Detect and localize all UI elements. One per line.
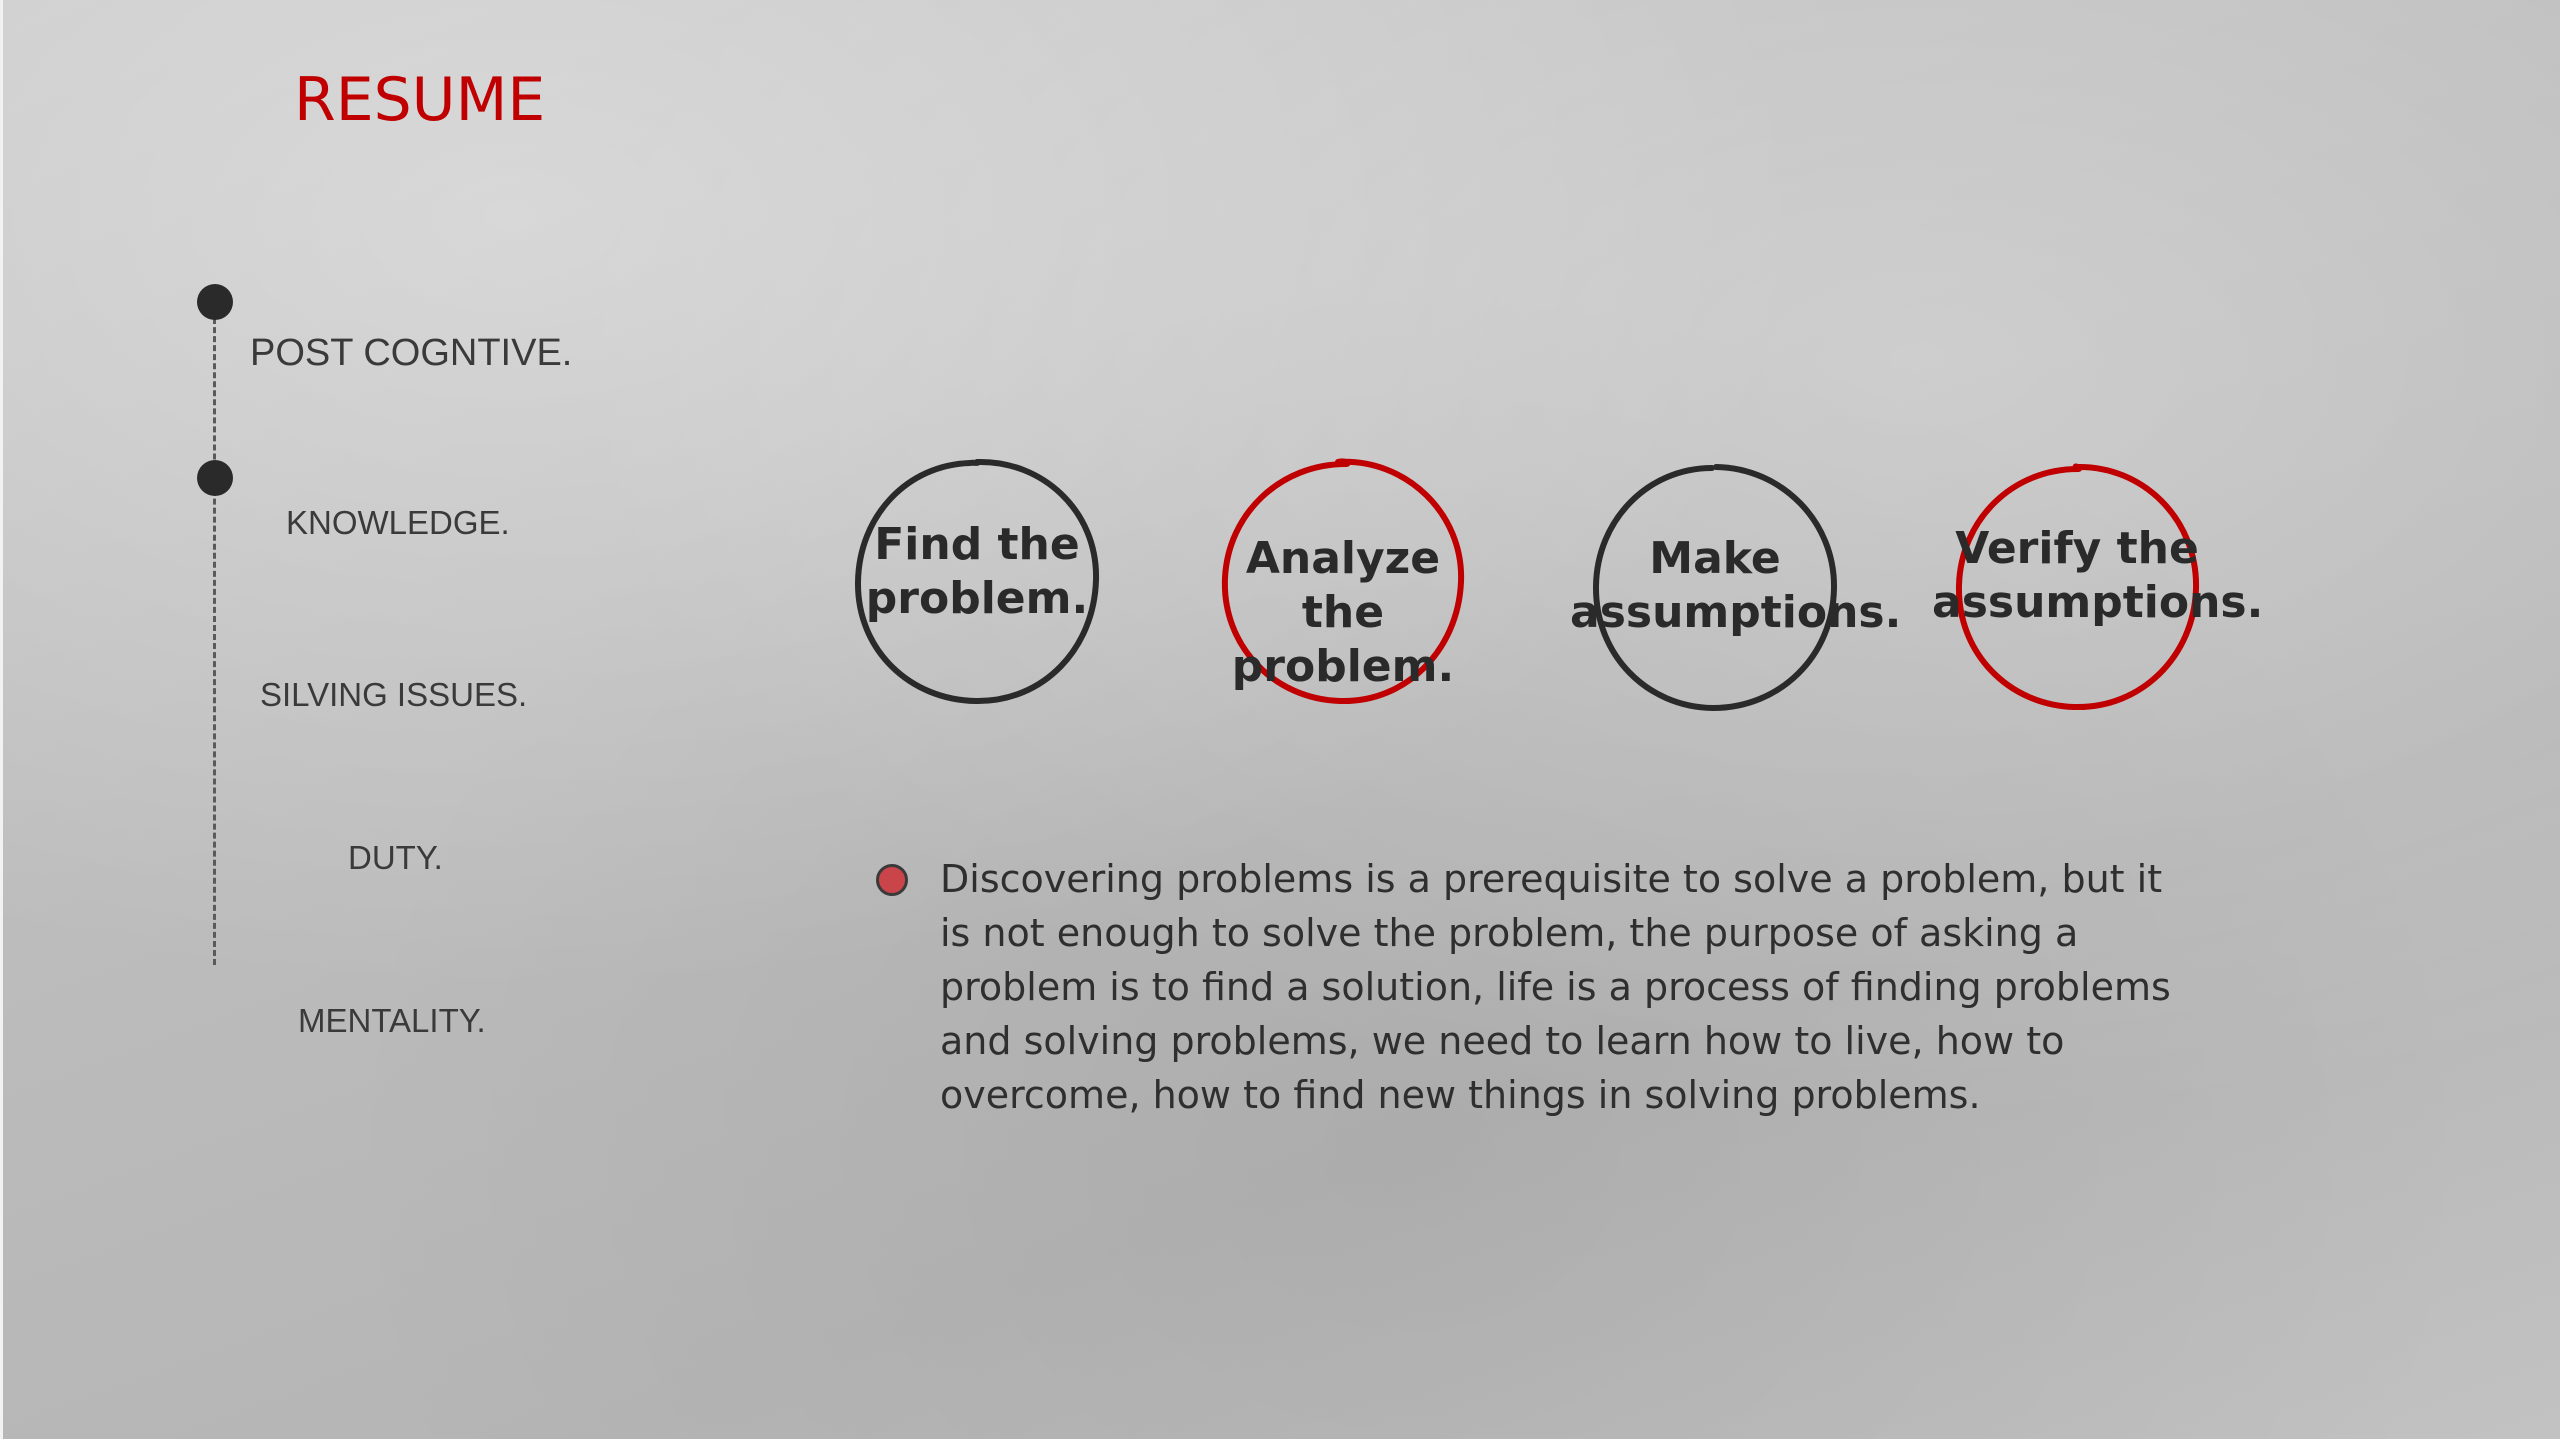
circle-bullet-icon xyxy=(876,864,908,896)
step-make-assumptions xyxy=(1570,462,1902,712)
step-label: Make assumptions. xyxy=(1570,533,1902,638)
slide-title: RESUME xyxy=(294,65,546,135)
timeline-item-mentality[interactable]: MENTALITY. xyxy=(298,1002,486,1039)
timeline-dashed-line xyxy=(213,300,216,965)
timeline-item-duty[interactable]: DUTY. xyxy=(348,839,443,876)
step-find-problem xyxy=(852,456,1102,706)
timeline-dot-icon xyxy=(197,284,233,320)
step-label: Analyze the problem. xyxy=(1231,533,1455,692)
step-label: Find the problem. xyxy=(865,519,1089,624)
timeline-item-post-cogntive[interactable]: POST COGNTIVE. xyxy=(250,332,573,374)
step-verify-assumptions xyxy=(1932,462,2264,712)
slide-left-edge xyxy=(0,0,3,1439)
timeline-dot-icon xyxy=(197,460,233,496)
step-label: Verify the assumptions. xyxy=(1932,523,2264,628)
description-paragraph: Discovering problems is a prerequisite to solve a problem, but it is not enough to solve the problem, the purpose of asking a problem is to find a solution, life is a process of finding problems and solving problems, we need to learn how to live, how to overcome, how to find new things in solving problems. xyxy=(940,857,2171,1117)
timeline-item-silving-issues[interactable]: SILVING ISSUES. xyxy=(260,676,528,713)
timeline-item-knowledge[interactable]: KNOWLEDGE. xyxy=(286,504,510,541)
step-analyze-problem xyxy=(1218,456,1468,706)
